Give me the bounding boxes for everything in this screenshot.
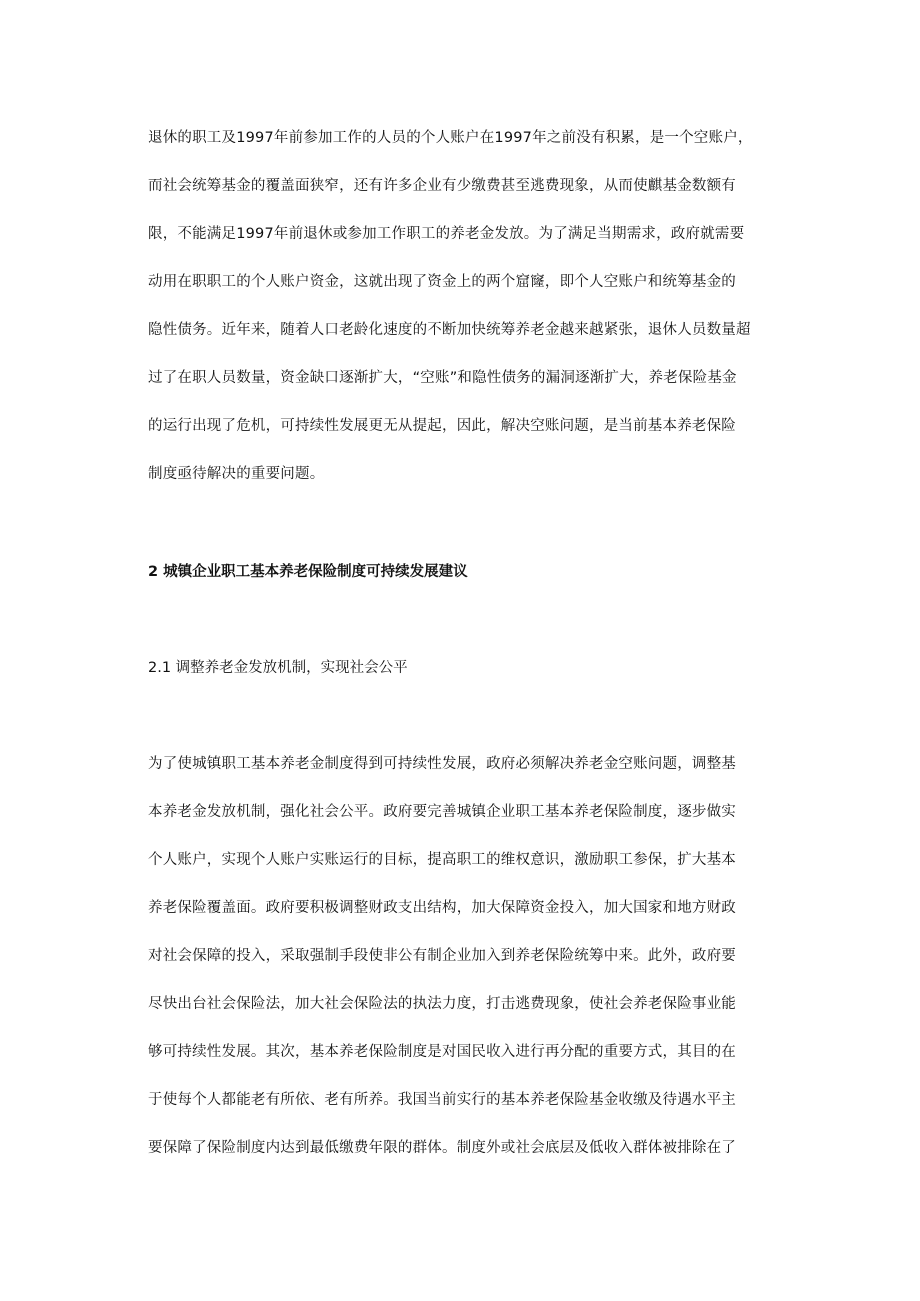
paragraph2-line-5: 对社会保障的投入，采取强制手段使非公有制企业加入到养老保险统筹中来。此外，政府要 <box>148 948 736 964</box>
paragraph2-line-2: 本养老金发放机制，强化社会公平。政府要完善城镇企业职工基本养老保险制度，逐步做实 <box>148 804 736 820</box>
paragraph1-line-8: 制度亟待解决的重要问题。 <box>148 466 325 482</box>
paragraph2-line-3: 个人账户，实现个人账户实账运行的目标，提高职工的维权意识，激励职工参保，扩大基本 <box>148 852 736 868</box>
paragraph2-line-8: 于使每个人都能老有所依、老有所养。我国当前实行的基本养老保险基金收缴及待遇水平主 <box>148 1092 736 1108</box>
paragraph1-line-1: 退休的职工及1997年前参加工作的人员的个人账户在1997年之前没有积累，是一个空账户， <box>148 130 753 146</box>
paragraph2-line-6: 尽快出台社会保险法，加大社会保险法的执法力度，打击逃费现象，使社会养老保险事业能 <box>148 996 736 1012</box>
paragraph1-line-6: 过了在职人员数量，资金缺口逐渐扩大，“空账”和隐性债务的漏洞逐渐扩大，养老保险基金 <box>148 370 737 386</box>
paragraph2-line-4: 养老保险覆盖面。政府要积极调整财政支出结构，加大保障资金投入，加大国家和地方财政 <box>148 900 736 916</box>
subsection-heading: 2.1 调整养老金发放机制，实现社会公平 <box>148 660 408 676</box>
paragraph1-line-2: 而社会统筹基金的覆盖面狭窄，还有许多企业有少缴费甚至逃费现象，从而使麒基金数额有 <box>148 178 736 194</box>
paragraph1-line-4: 动用在职职工的个人账户资金，这就出现了资金上的两个窟窿，即个人空账户和统筹基金的 <box>148 274 736 290</box>
paragraph2-line-7: 够可持续性发展。其次，基本养老保险制度是对国民收入进行再分配的重要方式，其目的在 <box>148 1044 736 1060</box>
paragraph2-line-9: 要保障了保险制度内达到最低缴费年限的群体。制度外或社会底层及低收入群体被排除在了 <box>148 1140 736 1156</box>
paragraph1-line-7: 的运行出现了危机，可持续性发展更无从提起，因此，解决空账问题，是当前基本养老保险 <box>148 418 736 434</box>
section-heading: 2 城镇企业职工基本养老保险制度可持续发展建议 <box>148 564 468 580</box>
paragraph2-line-1: 为了使城镇职工基本养老金制度得到可持续性发展，政府必须解决养老金空账问题，调整基 <box>148 756 736 772</box>
paragraph1-line-5: 隐性债务。近年来，随着人口老龄化速度的不断加快统筹养老金越来越紧张，退休人员数量超 <box>148 322 751 338</box>
paragraph1-line-3: 限，不能满足1997年前退休或参加工作职工的养老金发放。为了满足当期需求，政府就需要 <box>148 226 745 242</box>
